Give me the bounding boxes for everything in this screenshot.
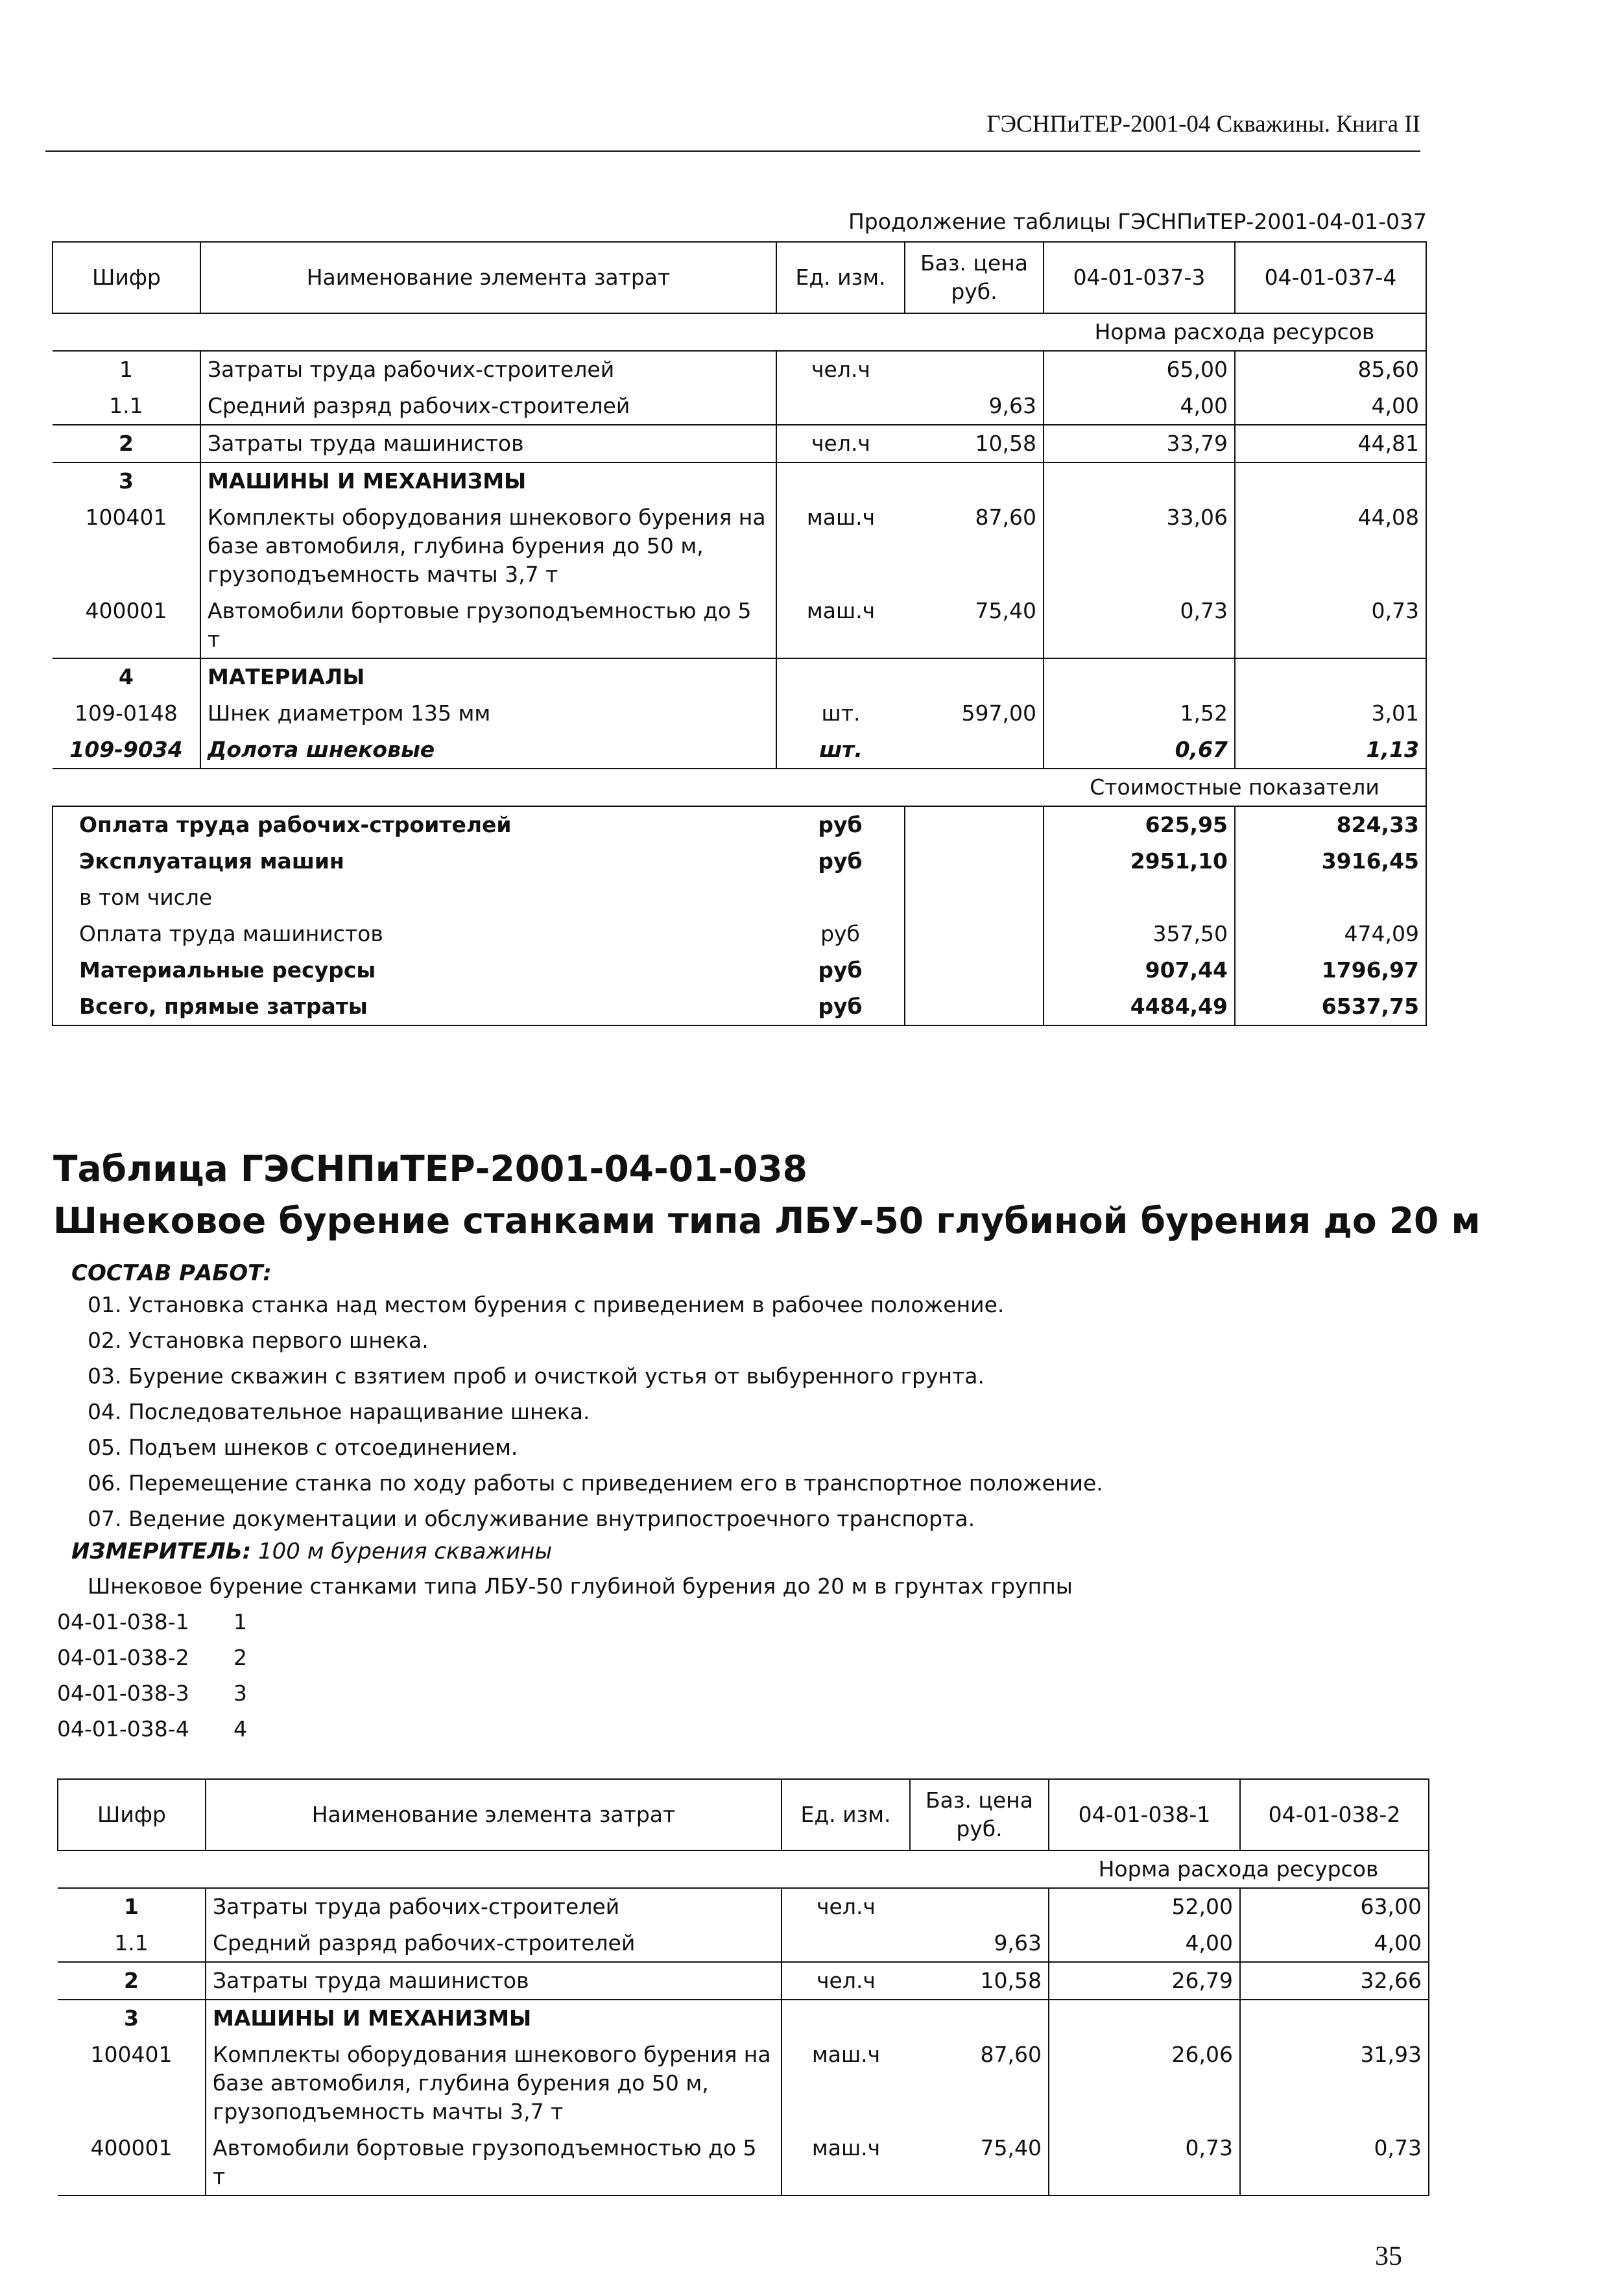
- table-row: 109-9034 Долота шнековые шт. 0,67 1,13: [53, 732, 1426, 769]
- header-code: Шифр: [58, 1779, 206, 1850]
- header-rule: [45, 150, 1420, 152]
- cost-row: Материальные ресурсы руб 907,44 1796,97: [53, 952, 1426, 988]
- soil-group: 4: [233, 1716, 247, 1741]
- cost-row: Оплата труда рабочих-строителей руб 625,95 824,33: [53, 806, 1426, 843]
- table-row: 4 МАТЕРИАЛЫ: [53, 658, 1426, 695]
- resource-table-038: [57, 1778, 1429, 2196]
- norm-code: 04-01-038-2: [57, 1645, 189, 1670]
- page-number: 35: [1375, 2242, 1402, 2271]
- cost-header: Стоимостные показатели: [1044, 769, 1426, 806]
- work-item: 02. Установка первого шнека.: [88, 1328, 429, 1353]
- table-row: 1.1 Средний разряд рабочих-строителей 9,63 4,00 4,00: [58, 1925, 1429, 1962]
- header-name: Наименование элемента затрат: [200, 242, 776, 313]
- cost-row: в том числе: [53, 879, 1426, 916]
- header-name: Наименование элемента затрат: [206, 1779, 782, 1850]
- meter-label: ИЗМЕРИТЕЛЬ:: [71, 1538, 252, 1564]
- cost-row: Эксплуатация машин руб 2951,10 3916,45: [53, 843, 1426, 879]
- work-item: 01. Установка станка над местом бурения с приведением в рабочее положение.: [88, 1292, 1005, 1317]
- meter-line: [71, 1538, 552, 1564]
- table-row: 109-0148 Шнек диаметром 135 мм шт. 597,00 1,52 3,01: [53, 695, 1426, 732]
- norm-header: Норма расхода ресурсов: [1044, 313, 1426, 351]
- header-code: Шифр: [53, 242, 200, 313]
- soil-group: 2: [233, 1645, 247, 1670]
- table-row: 100401 Комплекты оборудования шнекового бурения на базе автомобиля, глубина бурения до 50 м, грузоподъемность мачты 3,7 т маш.ч 87,60 33,06 44,08: [53, 499, 1426, 593]
- norm-header: Норма расхода ресурсов: [1049, 1850, 1429, 1888]
- norm-code: 04-01-038-3: [57, 1681, 189, 1706]
- cost-row: Всего, прямые затраты руб 4484,49 6537,75: [53, 988, 1426, 1025]
- norm-description: Шнековое бурение станками типа ЛБУ-50 глубиной бурения до 20 м в грунтах группы: [88, 1573, 1073, 1599]
- header-price: Баз. цена руб.: [910, 1779, 1049, 1850]
- table-row: 400001 Автомобили бортовые грузоподъемностью до 5 т маш.ч 75,40 0,73 0,73: [58, 2130, 1429, 2195]
- works-label: СОСТАВ РАБОТ:: [71, 1260, 272, 1286]
- header-col1: 04-01-038-1: [1049, 1779, 1240, 1850]
- table-row: 400001 Автомобили бортовые грузоподъемностью до 5 т маш.ч 75,40 0,73 0,73: [53, 593, 1426, 658]
- table-row: 3 МАШИНЫ И МЕХАНИЗМЫ: [53, 462, 1426, 499]
- norm-code: 04-01-038-1: [57, 1609, 189, 1634]
- header-col2: 04-01-038-2: [1240, 1779, 1429, 1850]
- resource-table-037: [52, 241, 1427, 1026]
- soil-group: 1: [233, 1609, 247, 1634]
- header-price: Баз. цена руб.: [905, 242, 1044, 313]
- table-row: 3 МАШИНЫ И МЕХАНИЗМЫ: [58, 2000, 1429, 2037]
- meter-value: 100 м бурения скважины: [258, 1538, 553, 1564]
- running-header: ГЭСНПиТЕР-2001-04 Скважины. Книга II: [986, 111, 1420, 138]
- soil-group: 3: [233, 1681, 247, 1706]
- norm-code: 04-01-038-4: [57, 1716, 189, 1741]
- work-item: 07. Ведение документации и обслуживание внутрипостроечного транспорта.: [88, 1506, 975, 1531]
- work-item: 04. Последовательное наращивание шнека.: [88, 1399, 590, 1424]
- table-row: 1.1 Средний разряд рабочих-строителей 9,63 4,00 4,00: [53, 388, 1426, 425]
- work-item: 03. Бурение скважин с взятием проб и очисткой устья от выбуренного грунта.: [88, 1363, 985, 1389]
- cost-row: Оплата труда машинистов руб 357,50 474,09: [53, 916, 1426, 952]
- table-row: 2 Затраты труда машинистов чел.ч 10,58 26,79 32,66: [58, 1962, 1429, 2000]
- work-item: 06. Перемещение станка по ходу работы с приведением его в транспортное положение.: [88, 1470, 1103, 1496]
- table-continuation-label: Продолжение таблицы ГЭСНПиТЕР-2001-04-01-037: [848, 209, 1427, 234]
- header-col1: 04-01-037-3: [1044, 242, 1235, 313]
- header-unit: Ед. изм.: [782, 1779, 910, 1850]
- table-title: Таблица ГЭСНПиТЕР-2001-04-01-038: [53, 1148, 807, 1190]
- table-row: 1 Затраты труда рабочих-строителей чел.ч 65,00 85,60: [53, 351, 1426, 388]
- table-row: 2 Затраты труда машинистов чел.ч 10,58 33,79 44,81: [53, 425, 1426, 462]
- header-unit: Ед. изм.: [776, 242, 905, 313]
- table-row: 100401 Комплекты оборудования шнекового бурения на базе автомобиля, глубина бурения до 50 м, грузоподъемность мачты 3,7 т маш.ч 87,60 26,06 31,93: [58, 2037, 1429, 2130]
- header-col2: 04-01-037-4: [1235, 242, 1426, 313]
- table-subtitle: Шнековое бурение станками типа ЛБУ-50 глубиной бурения до 20 м: [53, 1200, 1481, 1241]
- table-row: 1 Затраты труда рабочих-строителей чел.ч 52,00 63,00: [58, 1888, 1429, 1925]
- work-item: 05. Подъем шнеков с отсоединением.: [88, 1435, 518, 1460]
